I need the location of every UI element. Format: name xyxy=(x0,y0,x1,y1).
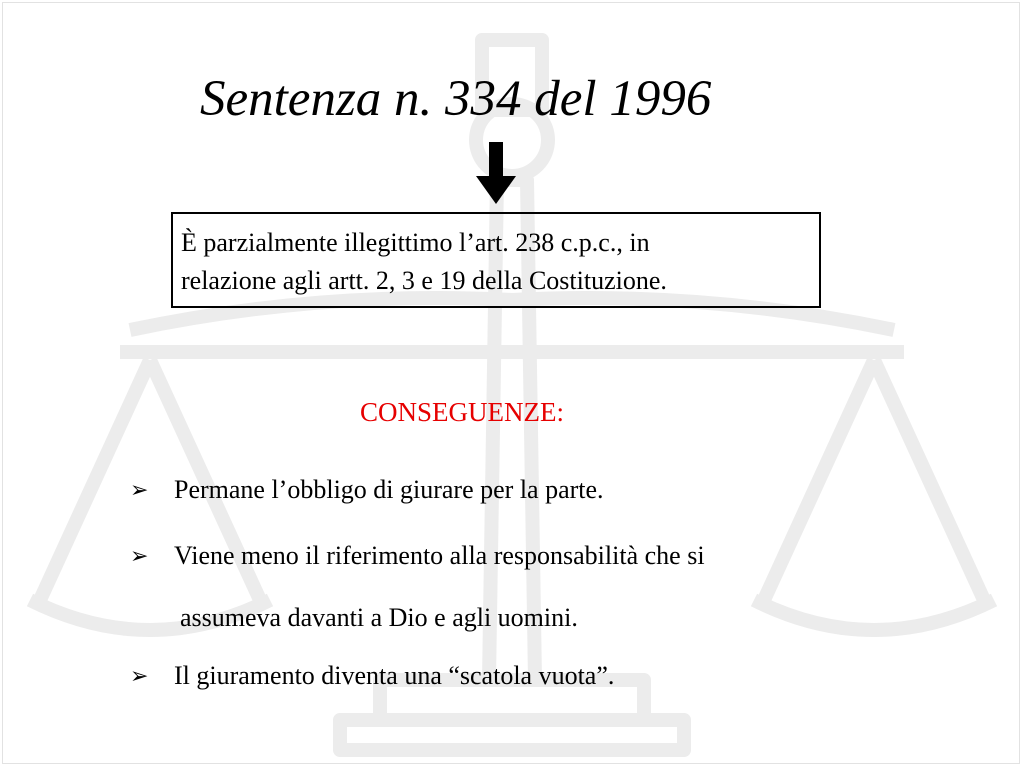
slide-title: Sentenza n. 334 del 1996 xyxy=(200,71,712,127)
arrow-bullet-icon: ➢ xyxy=(130,663,149,688)
ruling-statement-box xyxy=(171,212,821,308)
bullet-item xyxy=(130,657,614,695)
arrow-bullet-icon: ➢ xyxy=(130,477,149,502)
ruling-statement-line-2: relazione agli artt. 2, 3 e 19 della Costituzione. xyxy=(181,266,667,295)
down-arrow-icon xyxy=(474,142,518,204)
bullet-text-continuation: assumeva davanti a Dio e agli uomini. xyxy=(180,603,578,632)
bullet-item xyxy=(130,537,705,575)
bullet-text: Permane l’obbligo di giurare per la parte. xyxy=(174,475,604,504)
bullet-text: Il giuramento diventa una “scatola vuota”. xyxy=(174,661,615,690)
bullet-text: Viene meno il riferimento alla responsabilità che si xyxy=(174,541,705,570)
ruling-statement-line-1: È parzialmente illegittimo l’art. 238 c.p.c., in xyxy=(181,228,650,257)
consequences-heading: CONSEGUENZE: xyxy=(360,397,564,427)
arrow-bullet-icon: ➢ xyxy=(130,543,149,568)
bullet-item xyxy=(130,471,604,509)
